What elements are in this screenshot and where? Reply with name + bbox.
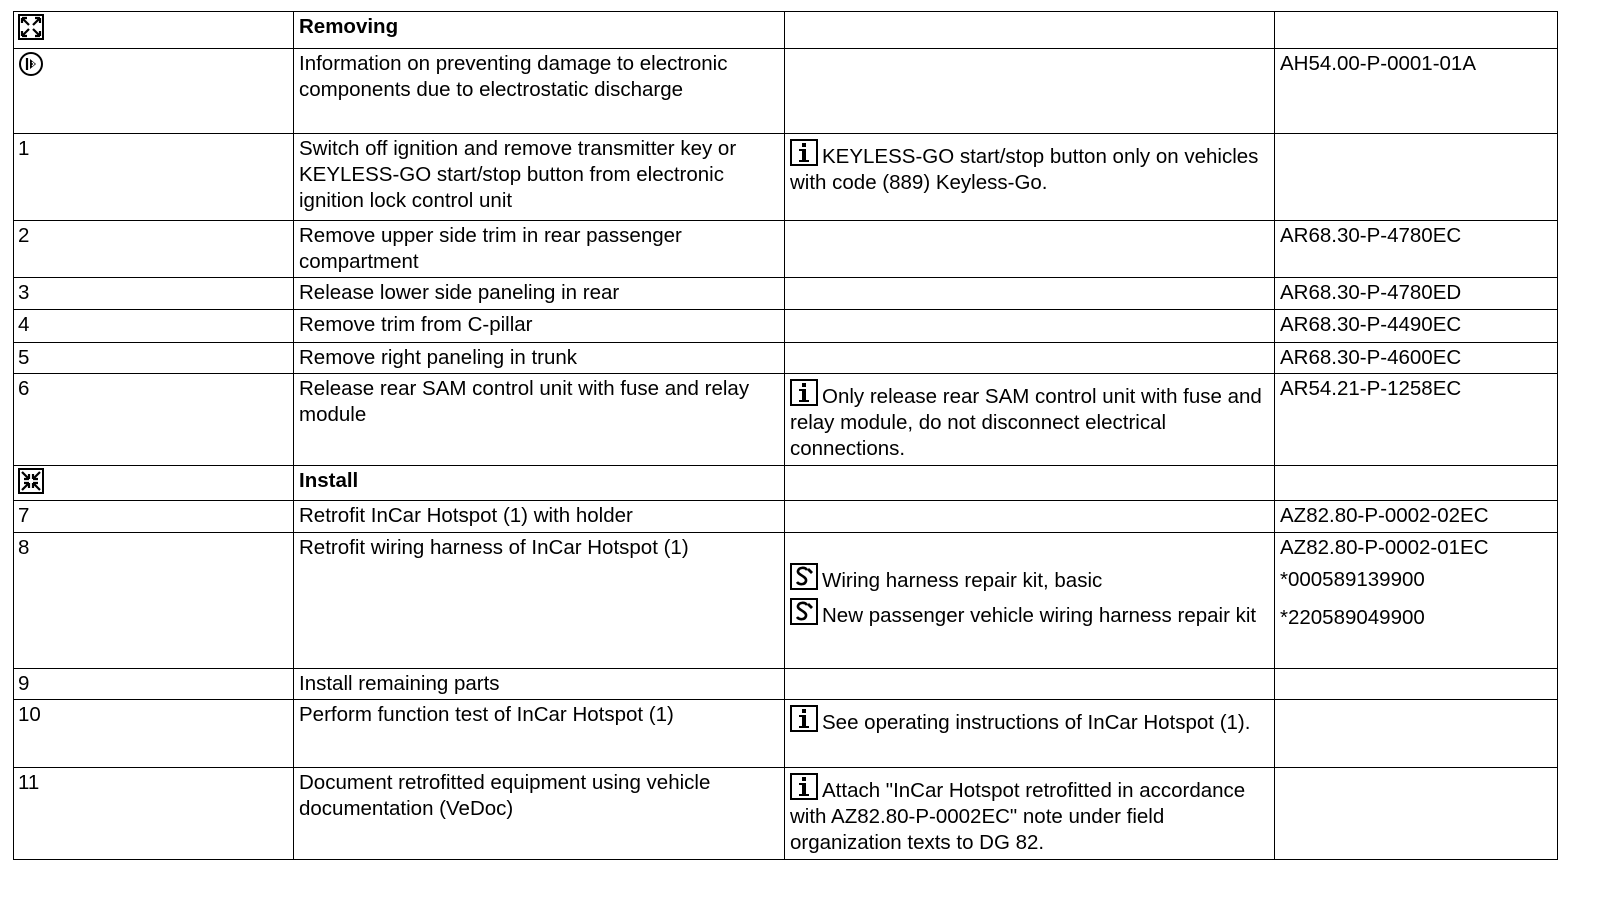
reference-link[interactable]: AR68.30-P-4490EC	[1275, 310, 1558, 343]
step-description: Document retrofitted equipment using vehicle documentation (VeDoc)	[294, 768, 785, 860]
step-cell	[14, 12, 294, 49]
step-description: Switch off ignition and remove transmitter key or KEYLESS-GO start/stop button from electronic ignition lock control unit	[294, 134, 785, 221]
step-description: Information on preventing damage to electronic components due to electrostatic discharge	[294, 49, 785, 134]
special-tool-icon	[790, 598, 818, 625]
note-cell	[785, 700, 1275, 768]
table-row	[14, 221, 1558, 278]
note-cell	[785, 374, 1275, 466]
table-row	[14, 374, 1558, 466]
esd-warning-icon	[18, 51, 44, 77]
step-description: Retrofit wiring harness of InCar Hotspot (1)	[294, 533, 785, 669]
step-number: 6	[14, 374, 294, 466]
table-row	[14, 669, 1558, 700]
table-row	[14, 49, 1558, 134]
tool-note-cell	[785, 533, 1275, 669]
note-cell	[785, 278, 1275, 310]
note-cell	[785, 310, 1275, 343]
step-description: Retrofit InCar Hotspot (1) with holder	[294, 501, 785, 533]
note-cell	[785, 768, 1275, 860]
table-row	[14, 533, 1558, 669]
info-icon	[790, 705, 818, 732]
part-number[interactable]: *000589139900	[1280, 568, 1425, 591]
note-cell	[785, 343, 1275, 374]
step-description: Remove right paneling in trunk	[294, 343, 785, 374]
work-procedure-table	[13, 11, 1558, 860]
note-text: Attach "InCar Hotspot retrofitted in accordance with AZ82.80-P-0002EC" note under field organization texts to DG 82.	[790, 779, 1246, 854]
table-row	[14, 134, 1558, 221]
note-cell	[785, 134, 1275, 221]
step-number: 5	[14, 343, 294, 374]
step-number: 3	[14, 278, 294, 310]
reference-cell	[1275, 12, 1558, 49]
reference-cell	[1275, 700, 1558, 768]
install-arrows-icon	[18, 468, 44, 494]
reference-link[interactable]: AZ82.80-P-0002-01EC	[1280, 536, 1489, 559]
step-description: Remove upper side trim in rear passenger compartment	[294, 221, 785, 278]
note-cell	[785, 221, 1275, 278]
step-number: 2	[14, 221, 294, 278]
note-cell	[785, 466, 1275, 501]
info-icon	[790, 139, 818, 166]
note-cell	[785, 12, 1275, 49]
note-text: KEYLESS-GO start/stop button only on vehicles with code (889) Keyless-Go.	[790, 145, 1259, 194]
reference-link[interactable]: AH54.00-P-0001-01A	[1275, 49, 1558, 134]
step-number: 7	[14, 501, 294, 533]
reference-link[interactable]: AR54.21-P-1258EC	[1275, 374, 1558, 466]
note-text: Only release rear SAM control unit with fuse and relay module, do not disconnect electrical connections.	[790, 385, 1262, 460]
reference-link[interactable]: AR68.30-P-4780EC	[1275, 221, 1558, 278]
step-description: Release rear SAM control unit with fuse and relay module	[294, 374, 785, 466]
step-cell	[14, 49, 294, 134]
step-number: 8	[14, 533, 294, 669]
step-description: Perform function test of InCar Hotspot (1)	[294, 700, 785, 768]
note-cell	[785, 669, 1275, 700]
table-row	[14, 501, 1558, 533]
reference-cell	[1275, 134, 1558, 221]
step-description: Remove trim from C-pillar	[294, 310, 785, 343]
tool-text: New passenger vehicle wiring harness repair kit	[822, 604, 1257, 627]
step-description: Install remaining parts	[294, 669, 785, 700]
reference-cell	[1275, 669, 1558, 700]
step-number: 10	[14, 700, 294, 768]
table-row	[14, 343, 1558, 374]
reference-link[interactable]: AR68.30-P-4600EC	[1275, 343, 1558, 374]
reference-cell	[1275, 466, 1558, 501]
table-row	[14, 310, 1558, 343]
step-number: 9	[14, 669, 294, 700]
reference-cell	[1275, 768, 1558, 860]
reference-link[interactable]: AZ82.80-P-0002-02EC	[1275, 501, 1558, 533]
table-row	[14, 700, 1558, 768]
info-icon	[790, 379, 818, 406]
part-number[interactable]: *220589049900	[1280, 606, 1425, 629]
note-cell	[785, 49, 1275, 134]
reference-link[interactable]: AR68.30-P-4780ED	[1275, 278, 1558, 310]
info-icon	[790, 773, 818, 800]
tool-text: Wiring harness repair kit, basic	[822, 569, 1103, 592]
reference-cell	[1275, 533, 1558, 669]
step-number: 11	[14, 768, 294, 860]
note-text: See operating instructions of InCar Hotspot (1).	[822, 711, 1251, 734]
step-number: 1	[14, 134, 294, 221]
section-title-removing: Removing	[294, 12, 785, 49]
special-tool-icon	[790, 563, 818, 590]
step-number: 4	[14, 310, 294, 343]
note-cell	[785, 501, 1275, 533]
table-row	[14, 278, 1558, 310]
removal-arrows-icon	[18, 14, 44, 40]
step-description: Release lower side paneling in rear	[294, 278, 785, 310]
table-row	[14, 466, 1558, 501]
step-cell	[14, 466, 294, 501]
section-title-install: Install	[294, 466, 785, 501]
table-row	[14, 768, 1558, 860]
table-row	[14, 12, 1558, 49]
